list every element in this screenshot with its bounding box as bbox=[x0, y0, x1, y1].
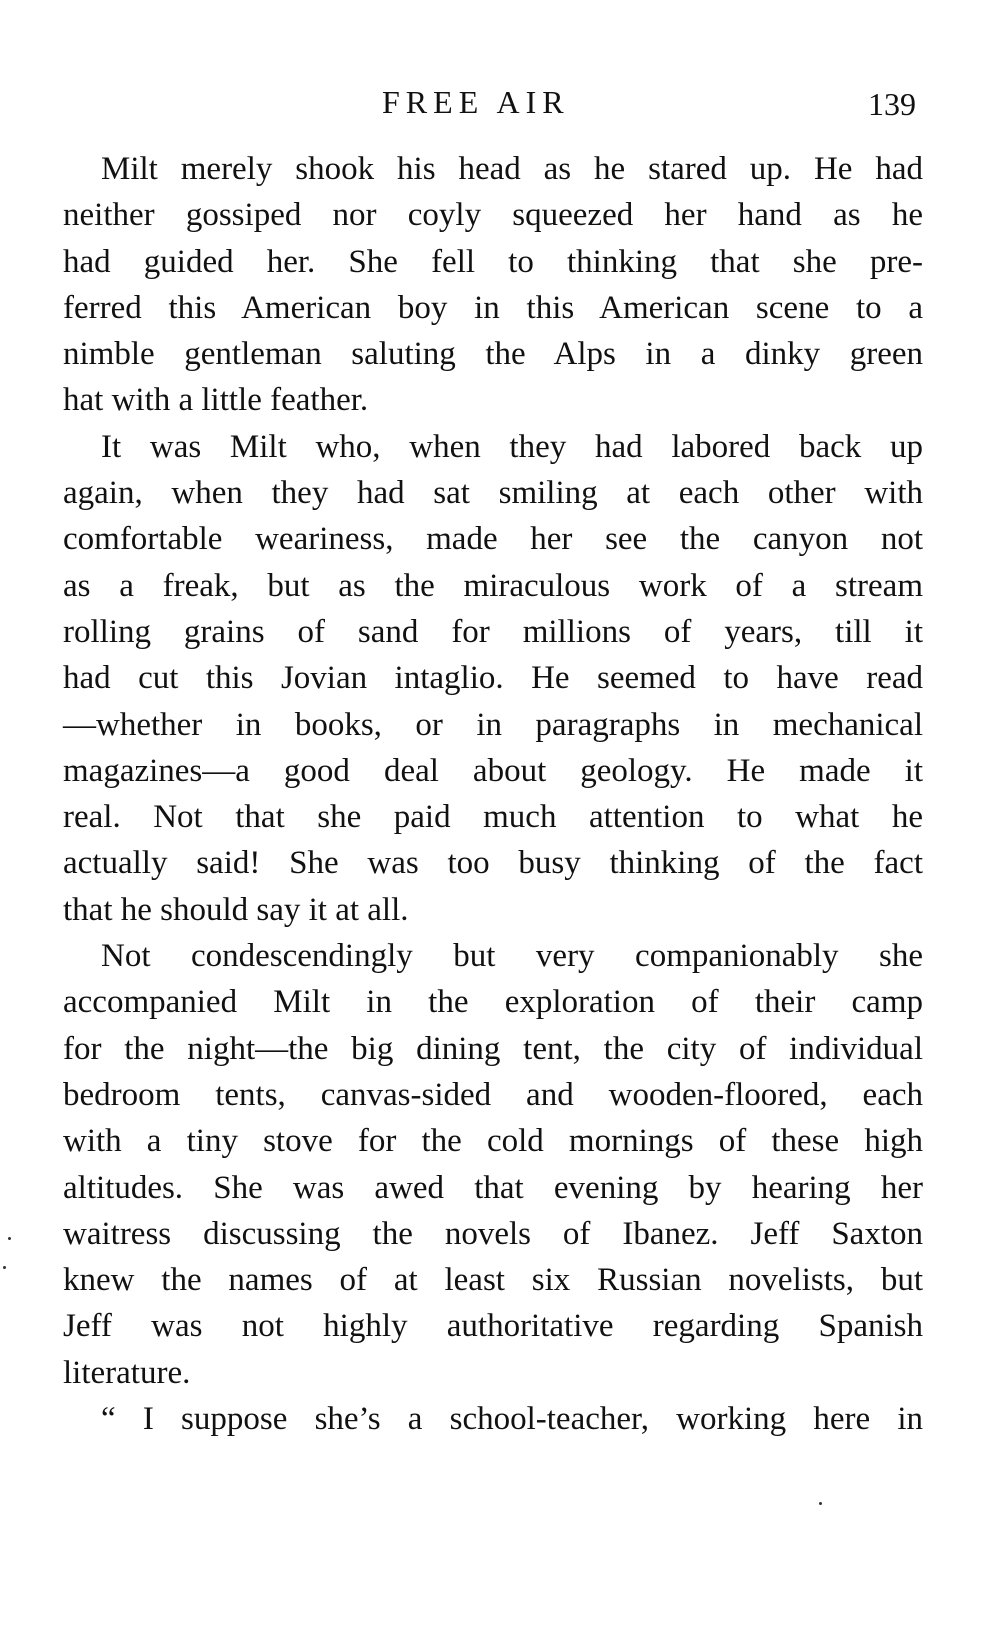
text-line: actually said! She was too busy thinking of the fact bbox=[63, 845, 923, 882]
scan-speck bbox=[819, 1502, 822, 1505]
text-line: —whether in books, or in paragraphs in mechanical bbox=[63, 706, 923, 743]
text-line: ferred this American boy in this American scene to a bbox=[63, 289, 923, 326]
text-line: nimble gentleman saluting the Alps in a dinky green bbox=[63, 336, 923, 373]
running-head bbox=[0, 84, 1000, 124]
text-line: altitudes. She was awed that evening by hearing her bbox=[63, 1169, 923, 1206]
page-number: 139 bbox=[868, 86, 916, 122]
text-line: “ I suppose she’s a school-teacher, working here in bbox=[101, 1401, 923, 1438]
text-line: literature. bbox=[63, 1354, 191, 1391]
text-line: rolling grains of sand for millions of years, till it bbox=[63, 613, 923, 650]
running-title: FREE AIR bbox=[382, 84, 570, 120]
body-text bbox=[63, 146, 923, 1442]
text-line: neither gossiped nor coyly squeezed her hand as he bbox=[63, 197, 923, 234]
text-line: with a tiny stove for the cold mornings of these high bbox=[63, 1123, 923, 1160]
text-line: Milt merely shook his head as he stared up. He had bbox=[101, 151, 923, 187]
text-line: had cut this Jovian intaglio. He seemed to have read bbox=[63, 660, 923, 697]
text-line: as a freak, but as the miraculous work of a stream bbox=[63, 567, 923, 604]
text-line: for the night—the big dining tent, the city of individual bbox=[63, 1030, 923, 1067]
text-line: real. Not that she paid much attention to what he bbox=[63, 799, 923, 836]
text-line: had guided her. She fell to thinking that she pre- bbox=[63, 243, 923, 280]
text-line: waitress discussing the novels of Ibanez. Jeff Saxton bbox=[63, 1215, 923, 1252]
text-line: again, when they had sat smiling at each other with bbox=[63, 475, 923, 512]
text-line: Not condescendingly but very companionably she bbox=[101, 938, 923, 975]
text-line: knew the names of at least six Russian novelists, but bbox=[63, 1262, 923, 1299]
text-line: accompanied Milt in the exploration of their camp bbox=[63, 984, 923, 1021]
text-line: hat with a little feather. bbox=[63, 382, 369, 419]
scan-speck bbox=[8, 1237, 11, 1240]
text-line: that he should say it at all. bbox=[63, 891, 409, 928]
scan-speck bbox=[3, 1266, 6, 1269]
text-line: bedroom tents, canvas-sided and wooden-floored, each bbox=[63, 1076, 923, 1113]
text-line: comfortable weariness, made her see the canyon not bbox=[63, 521, 923, 558]
text-line: magazines—a good deal about geology. He made it bbox=[63, 752, 923, 789]
text-line: It was Milt who, when they had labored back up bbox=[101, 428, 923, 465]
text-line: Jeff was not highly authoritative regarding Spanish bbox=[63, 1308, 923, 1345]
